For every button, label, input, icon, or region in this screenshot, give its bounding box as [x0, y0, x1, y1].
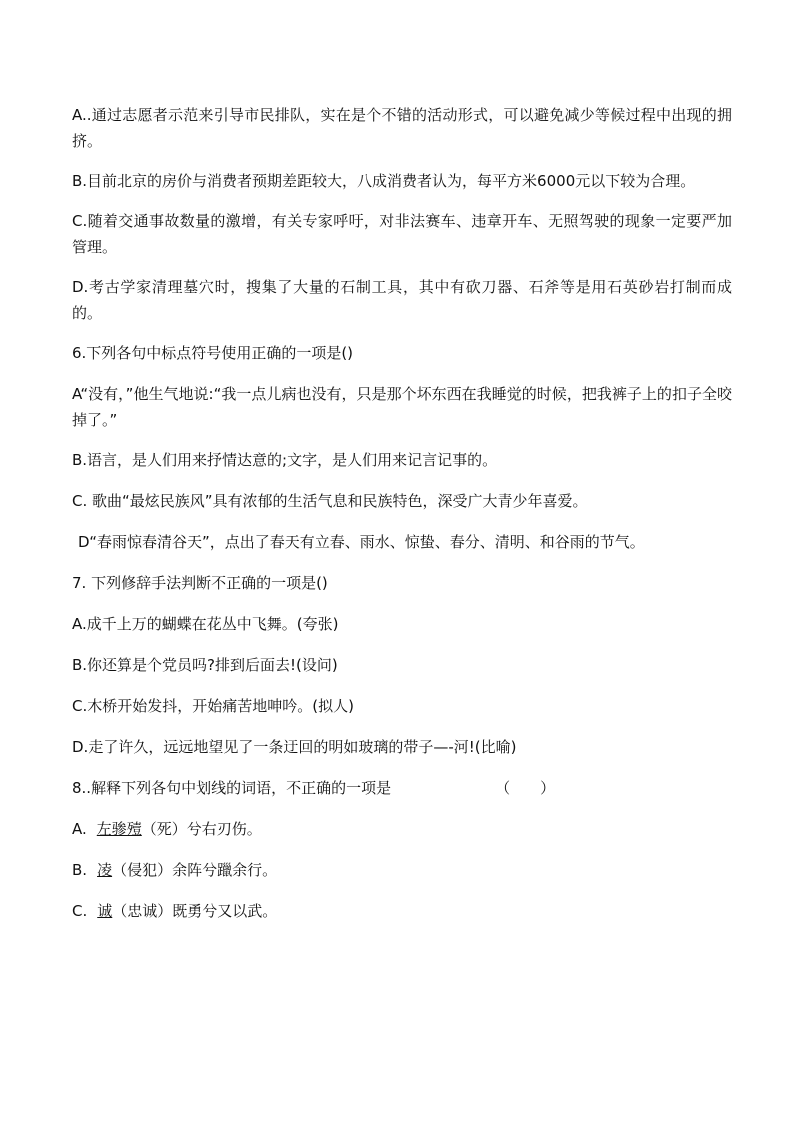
q8-option-a-rest: （死）兮右刃伤。 [141, 820, 262, 838]
q8-option-c-rest: （忠诚）既勇兮又以武。 [112, 902, 278, 920]
q5-option-c: C.随着交通事故数量的激增，有关专家呼吁，对非法赛车、违章开车、无照驾驶的现象一定要严加管理。 [72, 212, 732, 256]
q6-option-a: A“没有，”他生气地说:“我一点儿病也没有，只是那个坏东西在我睡觉的时候，把我裤子上的扣子全咬掉了。” [72, 385, 732, 429]
q6-option-b: B.语言，是人们用来抒情达意的;文字，是人们用来记言记事的。 [72, 451, 498, 469]
q5-option-a: A..通过志愿者示范来引导市民排队，实在是个不错的活动形式，可以避免减少等候过程中出现的拥挤。 [72, 106, 732, 150]
q6-option-c: C. 歌曲“最炫民族风”具有浓郁的生活气息和民族特色，深受广大青少年喜爱。 [72, 492, 588, 510]
q8-option-a-label: A. [72, 820, 87, 838]
q5-option-b: B.目前北京的房价与消费者预期差距较大，八成消费者认为，每平方米6000元以下较为合理。 [72, 172, 696, 190]
q8-option-a [72, 816, 732, 842]
q7-option-c: C.木桥开始发抖，开始痛苦地呻吟。(拟人) [72, 697, 354, 715]
q8-stem: 8..解释下列各句中划线的词语，不正确的一项是 [72, 779, 392, 797]
q8-option-b-label: B. [72, 861, 88, 879]
q8-option-b-underlined-word: 凌 [97, 861, 113, 879]
q8-option-c-underlined-word: 诚 [97, 902, 113, 920]
q7-stem: 7. 下列修辞手法判断不正确的一项是() [72, 574, 328, 592]
q8-option-b [72, 857, 732, 883]
q5-option-d: D.考古学家清理墓穴时，搜集了大量的石制工具，其中有砍刀器、石斧等是用石英砂岩打制而成的。 [72, 278, 732, 322]
q7-option-a: A.成千上万的蝴蝶在花丛中飞舞。(夸张) [72, 615, 339, 633]
q6-stem: 6.下列各句中标点符号使用正确的一项是() [72, 344, 354, 362]
q8-option-a-underlined-word: 左骖殪 [96, 820, 142, 838]
q8-stem-line [72, 775, 732, 801]
q8-option-c-label: C. [72, 902, 88, 920]
q6-option-d: D“春雨惊春清谷天”，点出了春天有立春、雨水、惊蛰、春分、清明、和谷雨的节气。 [78, 533, 645, 551]
q8-option-c [72, 898, 732, 924]
paren-close: ） [540, 779, 556, 797]
q7-option-b: B.你还算是个党员吗?排到后面去!(设问) [72, 656, 338, 674]
q8-option-b-rest: （侵犯）余阵兮躐余行。 [112, 861, 278, 879]
q7-option-d: D.走了许久，远远地望见了一条迂回的明如玻璃的带子—-河!(比喻) [72, 738, 517, 756]
paren-open: （ [495, 779, 511, 797]
